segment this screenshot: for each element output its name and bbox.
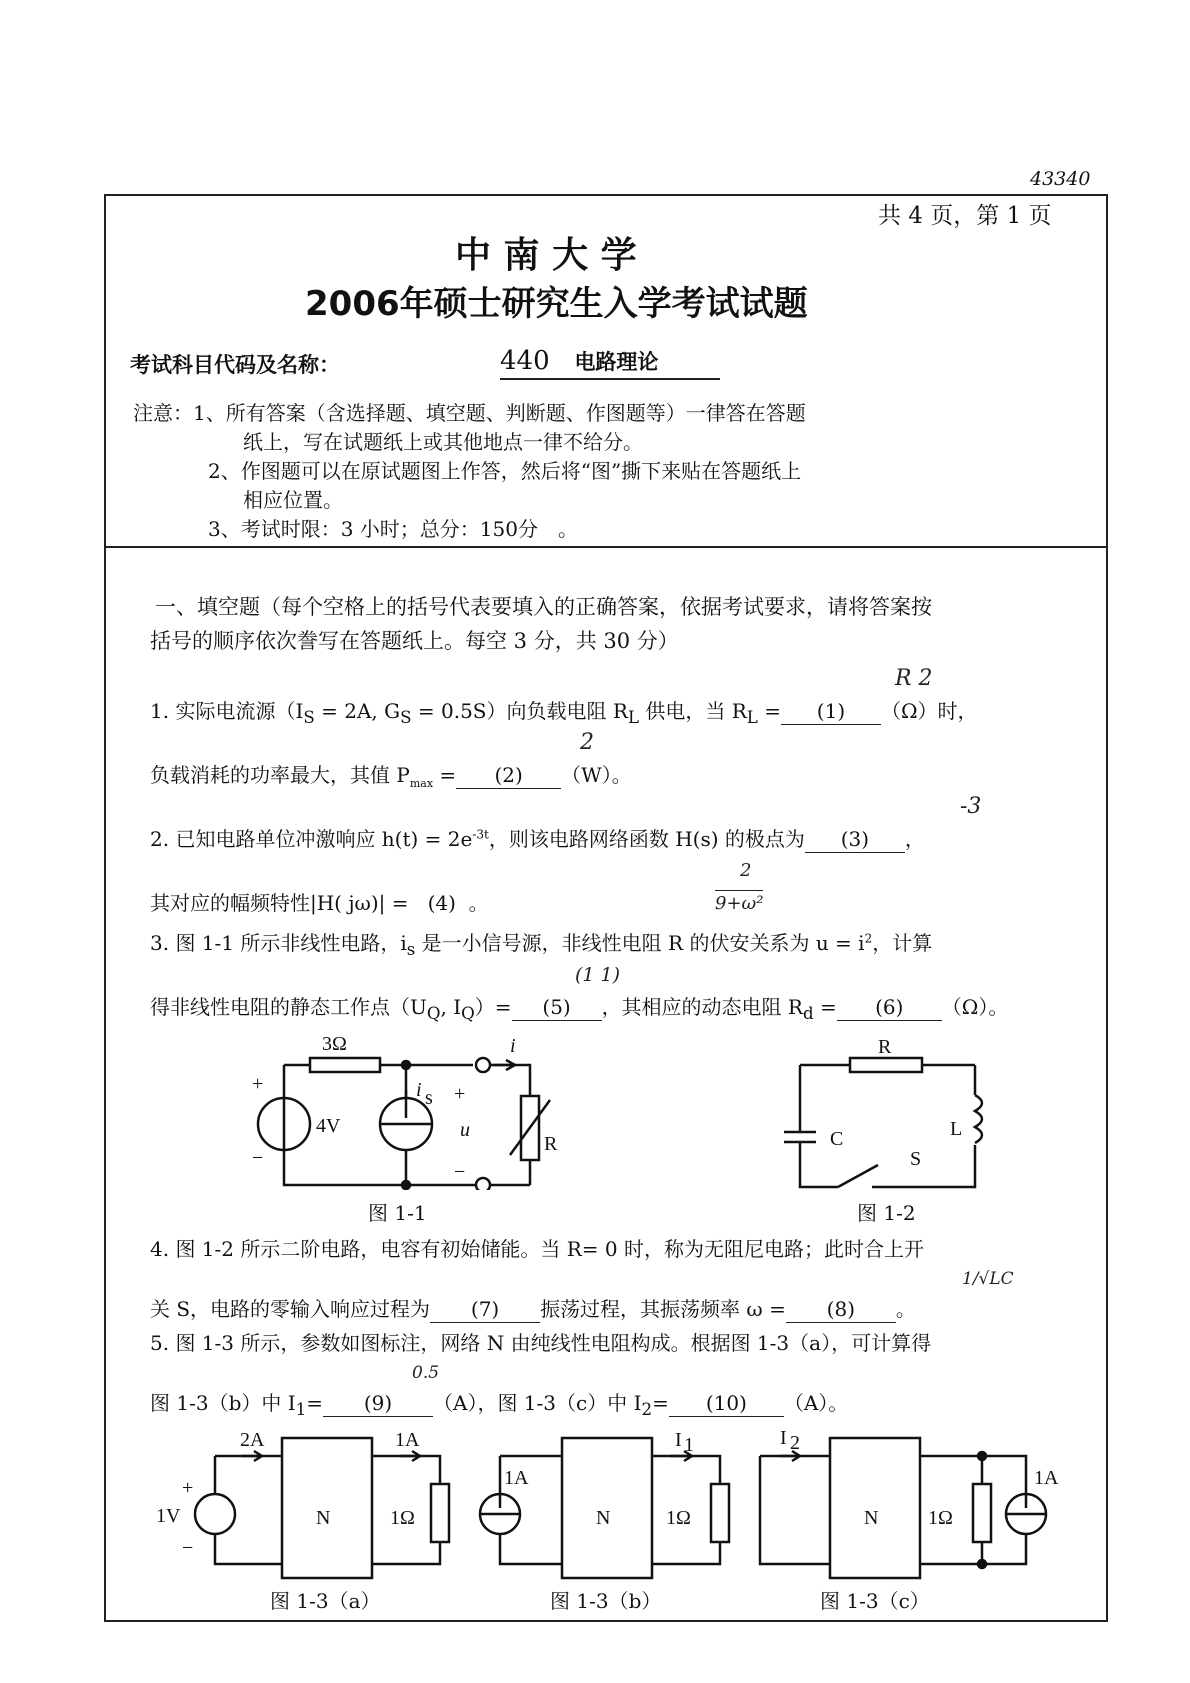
handwritten-note: 0.5: [412, 1363, 440, 1383]
note-3: 3、考试时限：3 小时；总分：150分 。: [208, 517, 578, 541]
figure-1-2: [770, 1035, 1020, 1195]
svg-text:4V: 4V: [316, 1115, 341, 1137]
svg-text:S: S: [910, 1148, 922, 1170]
figure-1-3c: [750, 1424, 1070, 1584]
svg-text:+: +: [454, 1083, 466, 1105]
subject-code: 440: [500, 346, 550, 376]
svg-text:I: I: [780, 1427, 787, 1449]
blank-9: (9): [323, 1390, 433, 1417]
divider: [104, 546, 1106, 548]
svg-text:−: −: [454, 1161, 466, 1183]
handwritten-note: -3: [960, 794, 982, 819]
figure-1-2-caption: 图 1-2: [857, 1201, 916, 1225]
question-5-line-2: 图 1-3（b）中 $I_1= (9)$ （A），图 1-3（c）中 $I_2= (10)$ （A）。: [150, 1391, 849, 1419]
svg-text:L: L: [950, 1118, 963, 1140]
question-3-line-2: 得非线性电阻的静态工作点（$U_Q$, $I_Q)= (5)$ ，其相应的动态电阻 $R_d = (6)$ （Ω）。: [150, 995, 1009, 1023]
doc-code: 43340: [1030, 168, 1091, 190]
subject: [500, 345, 720, 380]
blank-5: (5): [512, 994, 602, 1021]
svg-text:2A: 2A: [240, 1429, 265, 1451]
svg-text:i: i: [416, 1079, 422, 1101]
note-2b: 相应位置。: [243, 488, 343, 512]
page-count: 共 4 页，第 1 页: [878, 203, 1052, 229]
figure-1-3c-caption: 图 1-3（c）: [820, 1589, 930, 1613]
blank-7: (7): [430, 1296, 540, 1323]
note-2: 2、作图题可以在原试题图上作答，然后将“图”撕下来贴在答题纸上: [208, 459, 802, 483]
figure-1-3b: [470, 1424, 740, 1584]
section-title: 一、填空题（每个空格上的括号代表要填入的正确答案，依据考试要求，请将答案按: [155, 595, 932, 619]
blank-4: (4): [427, 891, 456, 915]
svg-text:1A: 1A: [1034, 1467, 1059, 1489]
handwritten-note: 9+ω²: [715, 890, 763, 917]
handwritten-note: 2: [740, 860, 752, 881]
blank-1: (1): [781, 698, 881, 725]
figure-1-3b-caption: 图 1-3（b）: [550, 1589, 662, 1613]
svg-text:2: 2: [790, 1432, 800, 1454]
subject-label: 考试科目代码及名称：: [130, 353, 340, 377]
svg-text:1Ω: 1Ω: [928, 1507, 953, 1529]
question-5-line-1: 5. 图 1-3 所示，参数如图标注，网络 N 由纯线性电阻构成。根据图 1-3（a），可计算得: [150, 1331, 932, 1355]
question-2-line-2: 其对应的幅频特性|H( jω)| = (4) 。: [150, 891, 489, 915]
svg-text:N: N: [316, 1507, 331, 1529]
question-1-line-2: 负载消耗的功率最大，其值 $P_{max} = (2)$ （W）。: [150, 763, 632, 790]
figure-1-3a: [150, 1424, 460, 1584]
blank-8: (8): [786, 1296, 896, 1323]
figure-1-3a-caption: 图 1-3（a）: [270, 1589, 381, 1613]
svg-text:R: R: [878, 1036, 892, 1058]
svg-text:1Ω: 1Ω: [666, 1507, 691, 1529]
svg-text:3Ω: 3Ω: [322, 1033, 347, 1055]
svg-text:−: −: [182, 1537, 194, 1559]
question-2-line-1: 2. 已知电路单位冲激响应 $h(t) = 2e^{-3t}$，则该电路网络函数 H(s) 的极点为 (3) ，: [150, 827, 925, 851]
svg-text:1A: 1A: [504, 1467, 529, 1489]
svg-text:I: I: [675, 1429, 682, 1451]
subject-name: 电路理论: [574, 350, 659, 374]
svg-text:N: N: [596, 1507, 611, 1529]
blank-10: (10): [669, 1390, 784, 1417]
handwritten-note: (1 1): [575, 964, 621, 986]
question-3-line-1: 3. 图 1-1 所示非线性电路，$i_s$ 是一小信号源，非线性电阻 R 的伏安关系为 $u = i^2$，计算: [150, 931, 933, 959]
question-1-line-1: 1. 实际电流源（$I_S = 2A$, $G_S = 0.5S$）向负载电阻 $R_L$ 供电，当 $R_L = (1)$ （Ω）时，: [150, 699, 978, 727]
question-4-line-1: 4. 图 1-2 所示二阶电路，电容有初始储能。当 R= 0 时，称为无阻尼电路；此时合上开: [150, 1237, 924, 1261]
blank-2: (2): [456, 762, 561, 789]
svg-text:C: C: [830, 1128, 844, 1150]
note-1b: 纸上，写在试题纸上或其他地点一律不给分。: [243, 430, 643, 454]
svg-text:−: −: [252, 1147, 264, 1169]
exam-title: 2006年硕士研究生入学考试试题: [305, 284, 808, 324]
note-1: 注意：1、所有答案（含选择题、填空题、判断题、作图题等）一律答在答题: [133, 401, 806, 425]
handwritten-note: 2: [580, 730, 594, 755]
question-4-line-2: 关 S，电路的零输入响应过程为 (7) 振荡过程，其振荡频率 ω = (8) 。: [150, 1297, 916, 1321]
svg-text:s: s: [425, 1087, 433, 1109]
svg-text:i: i: [510, 1035, 516, 1057]
svg-text:1: 1: [684, 1434, 694, 1456]
handwritten-note: 1/√LC: [962, 1269, 1014, 1289]
university-name: 中 南 大 学: [455, 235, 637, 276]
svg-text:u: u: [460, 1119, 470, 1141]
figure-1-1: [240, 1030, 580, 1190]
svg-text:1A: 1A: [395, 1429, 420, 1451]
svg-text:N: N: [864, 1507, 879, 1529]
section-title-2: 括号的顺序依次誊写在答题纸上。每空 3 分，共 30 分）: [150, 629, 679, 653]
svg-text:R: R: [544, 1133, 558, 1155]
svg-text:1V: 1V: [156, 1505, 181, 1527]
blank-6: (6): [837, 994, 942, 1021]
blank-3: (3): [805, 826, 905, 853]
figure-1-1-caption: 图 1-1: [368, 1201, 427, 1225]
svg-text:+: +: [182, 1477, 194, 1499]
svg-text:+: +: [252, 1073, 264, 1095]
svg-text:1Ω: 1Ω: [390, 1507, 415, 1529]
handwritten-note: R 2: [895, 666, 933, 691]
